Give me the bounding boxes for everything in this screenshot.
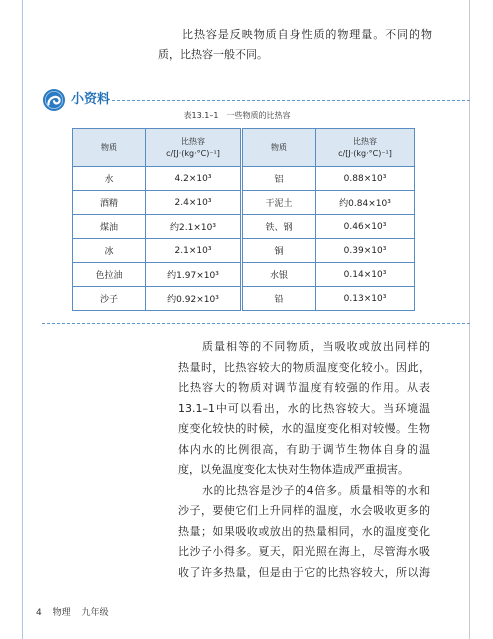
substance-cell: 铜	[242, 239, 316, 263]
text-line: 度变化较快的时候，水的温度变化相对较慢。生物	[178, 422, 430, 435]
text-line: 13.1–1中可以看出，水的比热容较大。当环境温	[178, 401, 430, 415]
header-heat-capacity	[316, 129, 415, 167]
header-substance: 物质	[73, 129, 146, 167]
value-cell: 约0.92×10³	[146, 287, 242, 311]
header-heat-capacity-unit: c/[J·(kg·°C)⁻¹]	[166, 148, 220, 158]
value-cell: 0.46×10³	[316, 215, 415, 239]
intro-paragraph	[158, 25, 432, 65]
header-heat-capacity-title: 比热容	[353, 136, 377, 146]
value-cell: 2.4×10³	[146, 191, 242, 215]
substance-cell: 沙子	[73, 287, 146, 311]
table-row	[73, 239, 415, 263]
value-cell: 约1.97×10³	[146, 263, 242, 287]
text-line: 质，比热容一般不同。	[158, 48, 268, 61]
table-row	[73, 287, 415, 311]
substance-cell: 铝	[242, 167, 316, 191]
page-footer	[36, 606, 117, 620]
text-line: 热量时，比热容较大的物质温度变化较小。因此，	[178, 360, 430, 374]
swirl-badge-icon	[42, 88, 66, 112]
text-line: 比热容是反映物质自身性质的物理量。不同的物	[182, 28, 432, 41]
specific-heat-table	[72, 128, 415, 311]
value-cell: 0.88×10³	[316, 167, 415, 191]
substance-cell: 冰	[73, 239, 146, 263]
info-box-divider	[112, 100, 470, 101]
header-heat-capacity-unit: c/[J·(kg·°C)⁻¹]	[338, 148, 392, 158]
table-row	[73, 263, 415, 287]
header-heat-capacity-title: 比热容	[181, 136, 205, 146]
table-caption: 表13.1–1 一些物质的比热容	[183, 111, 291, 120]
value-cell: 约2.1×10³	[146, 215, 242, 239]
page-number: 4	[36, 608, 42, 618]
substance-cell: 水银	[242, 263, 316, 287]
substance-cell: 铅	[242, 287, 316, 311]
substance-cell: 色拉油	[73, 263, 146, 287]
text-line: 质量相等的不同物质，当吸收或放出同样的	[202, 340, 430, 353]
text-line: 收了许多热量，但是由于它的比热容较大，所以海	[178, 565, 430, 579]
text-line: 度，以免温度变化太快对生物体造成严重损害。	[178, 463, 409, 476]
value-cell: 0.14×10³	[316, 263, 415, 287]
substance-cell: 水	[73, 167, 146, 191]
value-cell: 约0.84×10³	[316, 191, 415, 215]
footer-grade: 九年级	[81, 608, 109, 618]
value-cell: 2.1×10³	[146, 239, 242, 263]
text-line: 热量；如果吸收或放出的热量相同，水的温度变化	[178, 524, 430, 538]
text-line: 体内水的比例很高，有助于调节生物体自身的温	[178, 442, 430, 456]
header-heat-capacity	[146, 129, 242, 167]
header-substance: 物质	[242, 129, 316, 167]
text-line: 比沙子小得多。夏天，阳光照在海上，尽管海水吸	[178, 545, 430, 558]
value-cell: 4.2×10³	[146, 167, 242, 191]
value-cell: 0.13×10³	[316, 287, 415, 311]
text-line: 比热容大的物质对调节温度有较强的作用。从表	[178, 381, 430, 394]
substance-cell: 干泥土	[242, 191, 316, 215]
table-row	[73, 167, 415, 191]
body-text	[178, 337, 430, 583]
table-header-row	[73, 129, 415, 167]
substance-cell: 铁、钢	[242, 215, 316, 239]
substance-cell: 煤油	[73, 215, 146, 239]
text-line: 水的比热容是沙子的4倍多。质量相等的水和	[202, 483, 430, 497]
table-row	[73, 191, 415, 215]
text-line: 沙子，要使它们上升同样的温度，水会吸收更多的	[178, 504, 430, 517]
substance-cell: 酒精	[73, 191, 146, 215]
table-row	[73, 215, 415, 239]
info-box-bottom-divider	[42, 323, 470, 324]
footer-subject: 物理	[52, 608, 71, 618]
info-box-title: 小资料	[71, 92, 111, 107]
value-cell: 0.39×10³	[316, 239, 415, 263]
